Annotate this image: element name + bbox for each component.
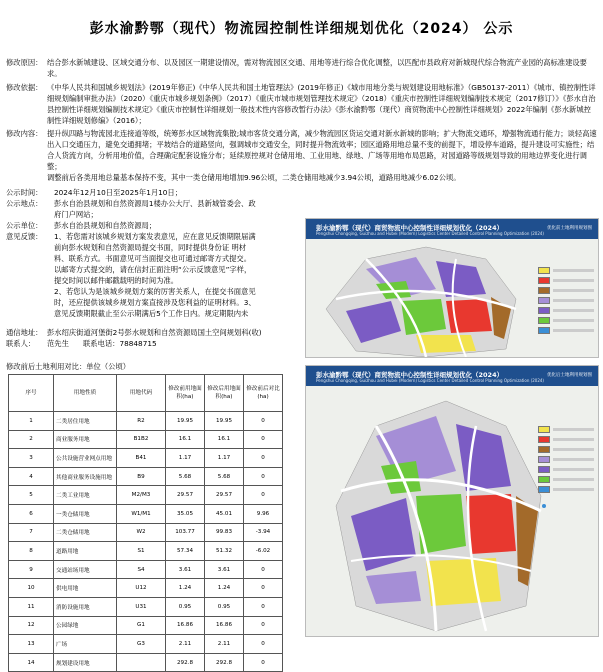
table-row [9, 560, 283, 579]
table-cell: 2 [9, 430, 54, 449]
table-cell: 0 [244, 597, 283, 616]
table-cell: 9 [9, 560, 54, 579]
table-cell: M2/M3 [117, 486, 166, 505]
info-label: 公示单位： [6, 221, 43, 230]
info-label: 公示地点： [6, 199, 43, 208]
table-cell: 19.95 [205, 412, 244, 431]
table-cell: 5 [9, 486, 54, 505]
table-caption: 修改前后土地利用对比：单位（公顷） [6, 362, 131, 371]
info-text: 2024年12月10日至2025年1月10日； [54, 188, 183, 197]
info-text: 1、若您需对该城乡规划方案发表意见，应在意见反馈期限届满前向彭水规划和自然资源局提交书面，同时提供身份证 明材料、联系方式。书面意见可当面提交也可通过邮寄方式提交。以邮寄方式提交的，请在信封正面注明“公示反馈意见”字样，提交时间以邮件邮戳载明的时间为准。 2、若您认为是该城乡规划方案的厉害关系人，在提交书面意见时，还应提供该城乡规划方案直接涉及您利益的证明材料。3、意见反馈期限截止至公示期满后5个工作日内。规定期限内未 [54, 232, 256, 318]
legend-swatch [538, 486, 550, 493]
table-cell: R2 [117, 412, 166, 431]
table-cell: B1B2 [117, 430, 166, 449]
table-cell: 1.24 [166, 579, 205, 598]
table-cell: 9.96 [244, 504, 283, 523]
table-cell: 8 [9, 542, 54, 561]
legend-swatch [538, 436, 550, 443]
table-cell: 道路用地 [54, 542, 117, 561]
table-cell: 16.1 [166, 430, 205, 449]
table-cell: B41 [117, 449, 166, 468]
publicity-info [6, 187, 256, 319]
legend-swatch [538, 317, 550, 324]
table-cell: 16.86 [205, 616, 244, 635]
table-cell: 292.8 [166, 653, 205, 672]
table-cell: 商业服务用地 [54, 430, 117, 449]
table-cell: 0.95 [166, 597, 205, 616]
table-cell: 16.86 [166, 616, 205, 635]
table-cell: 2.11 [166, 635, 205, 654]
table-cell: 12 [9, 616, 54, 635]
map-legend [538, 267, 594, 337]
table-cell: 其他商业服务设施用地 [54, 467, 117, 486]
table-cell: 99.83 [205, 523, 244, 542]
info-label: 公示时间： [6, 188, 43, 197]
person-label: 联系人： [6, 339, 36, 348]
table-cell: 0 [244, 560, 283, 579]
table-cell: 292.8 [205, 653, 244, 672]
table-cell: G3 [117, 635, 166, 654]
legend-swatch [538, 426, 550, 433]
phone-label: 联系电话： [83, 339, 120, 348]
table-row [9, 467, 283, 486]
table-cell: 7 [9, 523, 54, 542]
plan-map-before [305, 218, 599, 358]
table-cell: 公共设施营业网点用地 [54, 449, 117, 468]
legend-swatch [538, 307, 550, 314]
table-cell: 0 [244, 430, 283, 449]
table-cell: 19.95 [166, 412, 205, 431]
table-header: 序号 [9, 375, 54, 412]
table-row [9, 430, 283, 449]
content-summary: 调整前后各类用地总量基本保持不变，其中一类仓储用地增加9.96公顷，二类仓储用地减少3.94公顷，道路用地减少6.02公顷。 [47, 173, 461, 182]
table-cell: 0 [244, 579, 283, 598]
table-cell: 二类仓储用地 [54, 523, 117, 542]
table-cell: 1.24 [205, 579, 244, 598]
table-cell: 6 [9, 504, 54, 523]
table-cell: 29.57 [166, 486, 205, 505]
table-cell: 0 [244, 635, 283, 654]
table-cell: 45.01 [205, 504, 244, 523]
land-use-map [306, 386, 598, 636]
table-cell: 51.32 [205, 542, 244, 561]
table-cell: W1/M1 [117, 504, 166, 523]
legend-swatch [538, 297, 550, 304]
table-cell: S1 [117, 542, 166, 561]
map-subtitle: Pengshui Chongqing, Guizhou and Hubei (Modern) Logistics Center Detailed Control Planning Optimization (2024) [316, 231, 544, 236]
table-row [9, 635, 283, 654]
person-name: 范先生 [47, 339, 69, 348]
table-cell: 0 [244, 486, 283, 505]
map-number: 优化后土地利用规划图 [547, 373, 592, 378]
reason-section [6, 57, 598, 79]
table-cell: 3 [9, 449, 54, 468]
table-row [9, 542, 283, 561]
table-cell: 103.77 [166, 523, 205, 542]
map-header [306, 219, 598, 239]
reason-text: 结合彭水新城建设、区域交通分布、以及园区一期建设情况，需对物流园区交通、用地等进行综合优化调整，以匹配市县政府对新城现代综合物流产业园的高标准建设要求。 [47, 58, 587, 78]
table-cell: 0 [244, 412, 283, 431]
plan-map-after [305, 365, 599, 637]
table-cell: 0.95 [205, 597, 244, 616]
table-cell: 消防设施用地 [54, 597, 117, 616]
legend-swatch [538, 267, 550, 274]
map-subtitle: Pengshui Chongqing, Guizhou and Hubei (Modern) Logistics Center Detailed Control Planning Optimization (2024) [316, 378, 544, 383]
table-cell: 2.11 [205, 635, 244, 654]
table-cell: 二类工业用地 [54, 486, 117, 505]
table-cell: 二类居住用地 [54, 412, 117, 431]
basis-text: 《中华人民共和国城乡规划法》(2019年修正)《中华人民共和国土地管理法》(2019年修正)《城市用地分类与规划建设用地标准》（GB50137-2011）《城市、镇控制性详细规划编制审批办法》（2020）《重庆市城乡规划条例》（2017）《重庆市城市规划管理技术规定》（2018）《重庆市控制性详细规划编制技术规定（2017修订）》《彭水自治县控制性详细规划编制技术规定》《重庆市控制性详细规划一般技术性内容修改暂行办法》《彭水渝黔鄂（现代）商贸物流中心控制性详细规划》2022年编制《彭水新城控制性详细规划修编》（2016）； [47, 83, 596, 125]
table-cell: 57.34 [166, 542, 205, 561]
table-row [9, 616, 283, 635]
content-label: 修改内容： [6, 129, 43, 138]
table-cell: 一类仓储用地 [54, 504, 117, 523]
legend-swatch [538, 277, 550, 284]
info-text: 彭水自治县规划和自然资源局； [54, 221, 157, 230]
table-header: 用地性质 [54, 375, 117, 412]
table-cell: S4 [117, 560, 166, 579]
land-use-table [8, 374, 283, 672]
table-cell: U31 [117, 597, 166, 616]
table-cell: U12 [117, 579, 166, 598]
info-text: 彭水自治县规划和自然资源局1楼办公大厅、县新城管委会、政府门户网站； [54, 199, 256, 219]
legend-swatch [538, 287, 550, 294]
table-cell: 29.57 [205, 486, 244, 505]
table-header: 修改前后对比(ha) [244, 375, 283, 412]
table-cell: 公园绿地 [54, 616, 117, 635]
table-cell: 0 [244, 449, 283, 468]
table-cell: 供电用地 [54, 579, 117, 598]
table-cell: B9 [117, 467, 166, 486]
table-cell: 10 [9, 579, 54, 598]
table-cell: W2 [117, 523, 166, 542]
table-cell: -3.94 [244, 523, 283, 542]
table-cell: 1.17 [205, 449, 244, 468]
table-row [9, 412, 283, 431]
table-header: 修改前用地面积(ha) [166, 375, 205, 412]
table-cell: 1.17 [166, 449, 205, 468]
content-section [6, 128, 598, 183]
table-cell: 广场 [54, 635, 117, 654]
table-cell: 0 [244, 467, 283, 486]
table-cell: 交通站场用地 [54, 560, 117, 579]
table-cell: G1 [117, 616, 166, 635]
basis-label: 修改依据： [6, 83, 43, 92]
reason-label: 修改原因： [6, 58, 43, 67]
map-title: 彭水渝黔鄂（现代）商贸物流中心控制性详细规划优化（2024） [316, 224, 504, 232]
table-cell: 5.68 [205, 467, 244, 486]
info-label: 意见反馈： [6, 232, 43, 241]
table-cell: 5.68 [166, 467, 205, 486]
address-text: 彭水绍庆街道河堡街2号彭水规划和自然资源局国土空间规划科(收) [47, 328, 262, 337]
table-row [9, 523, 283, 542]
table-cell: 0 [244, 616, 283, 635]
table-cell: 4 [9, 467, 54, 486]
table-cell: 35.05 [166, 504, 205, 523]
table-cell [117, 653, 166, 672]
contact-section [6, 327, 306, 349]
legend-swatch [538, 476, 550, 483]
content-text: 提升纵四路与物流园北连接道等级，统筹彭水区域物流集散;城市客货交通分离，减少物流园区货运交通对新水新城的影响；扩大物流交通环，增强物流通行能力；谈轻高速出入口交通压力，避免交通拥堵；平坡结合的道路竖向，强调城市交通安全，同时提升物流效率；园区道路用地总量不变的前提下，增设停车道路，提升建设可实施性；结合人货流方向，分析用地价值，合理确定配套设施分布；延续原控规对仓储用地、工业用地、绿地、广场等用地布局思路，对园道路等级规划导致的用地边界变化进行调整； [47, 129, 597, 171]
table-cell: -6.02 [244, 542, 283, 561]
table-cell: 1 [9, 412, 54, 431]
table-header: 修改后用地面积(ha) [205, 375, 244, 412]
table-row [9, 504, 283, 523]
address-label: 通信地址： [6, 328, 43, 337]
table-row [9, 579, 283, 598]
basis-section [6, 82, 598, 126]
legend-swatch [538, 327, 550, 334]
table-cell: 11 [9, 597, 54, 616]
legend-swatch [538, 466, 550, 473]
table-cell: 规划建设用地 [54, 653, 117, 672]
map-number: 优化前土地利用规划图 [547, 226, 592, 231]
table-cell: 0 [244, 653, 283, 672]
table-cell: 3.61 [205, 560, 244, 579]
table-cell: 3.61 [166, 560, 205, 579]
page-title: 彭水渝黔鄂（现代）物流园控制性详细规划优化（2024） 公示 [89, 21, 514, 37]
phone-number: 78848715 [119, 339, 157, 348]
map-title: 彭水渝黔鄂（现代）商贸物流中心控制性详细规划优化（2024） [316, 371, 504, 379]
map-header [306, 366, 598, 386]
legend-swatch [538, 456, 550, 463]
table-row [9, 449, 283, 468]
table-row [9, 653, 283, 672]
table-row [9, 597, 283, 616]
table-cell: 14 [9, 653, 54, 672]
table-cell: 13 [9, 635, 54, 654]
table-row [9, 486, 283, 505]
table-cell: 16.1 [205, 430, 244, 449]
legend-swatch [538, 446, 550, 453]
map-legend [538, 426, 594, 496]
table-header: 用地代码 [117, 375, 166, 412]
